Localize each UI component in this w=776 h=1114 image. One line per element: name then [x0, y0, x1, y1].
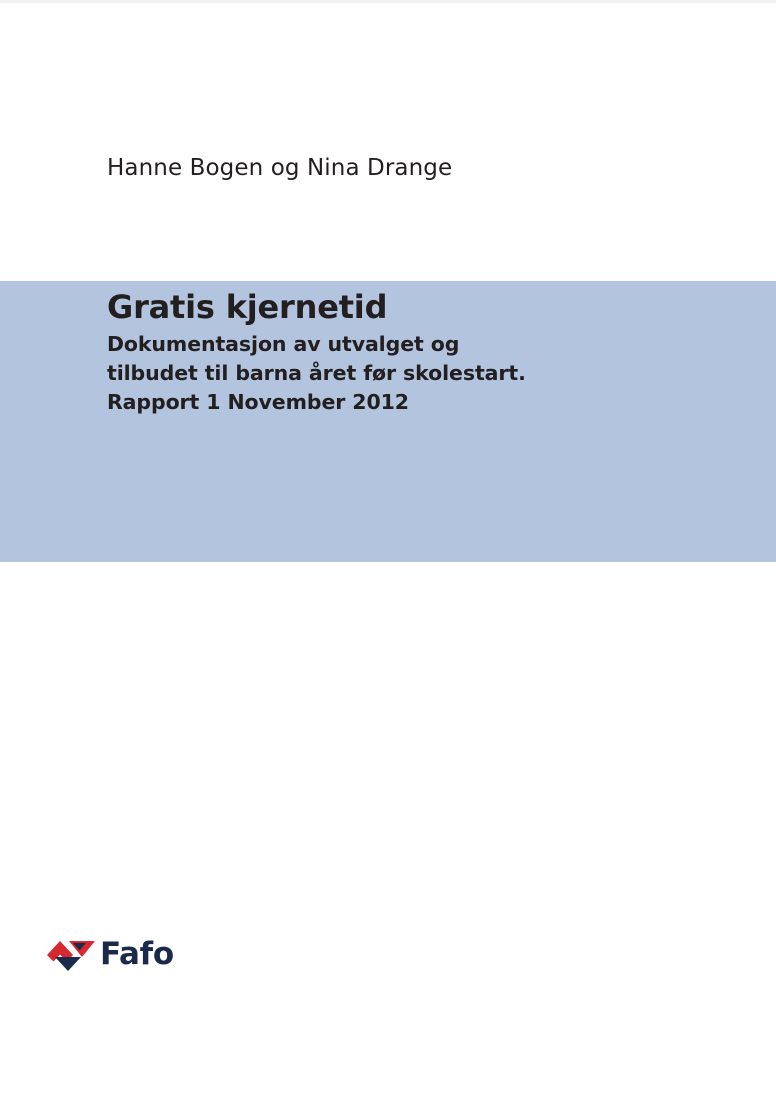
- fafo-chevron-logo-icon: [47, 937, 95, 971]
- subtitle-line-2: tilbudet til barna året før skolestart.: [107, 360, 526, 385]
- page-title: Gratis kjernetid: [107, 288, 388, 326]
- page-top-edge: [0, 0, 776, 3]
- subtitle-line-1: Dokumentasjon av utvalget og: [107, 331, 460, 356]
- publisher-logo: [47, 932, 247, 976]
- subtitle-line-3: Rapport 1 November 2012: [107, 390, 409, 415]
- authors-line: Hanne Bogen og Nina Drange: [107, 155, 453, 181]
- publisher-name: Fafo: [100, 935, 174, 972]
- title-block: [107, 289, 727, 417]
- subtitle: [107, 330, 727, 417]
